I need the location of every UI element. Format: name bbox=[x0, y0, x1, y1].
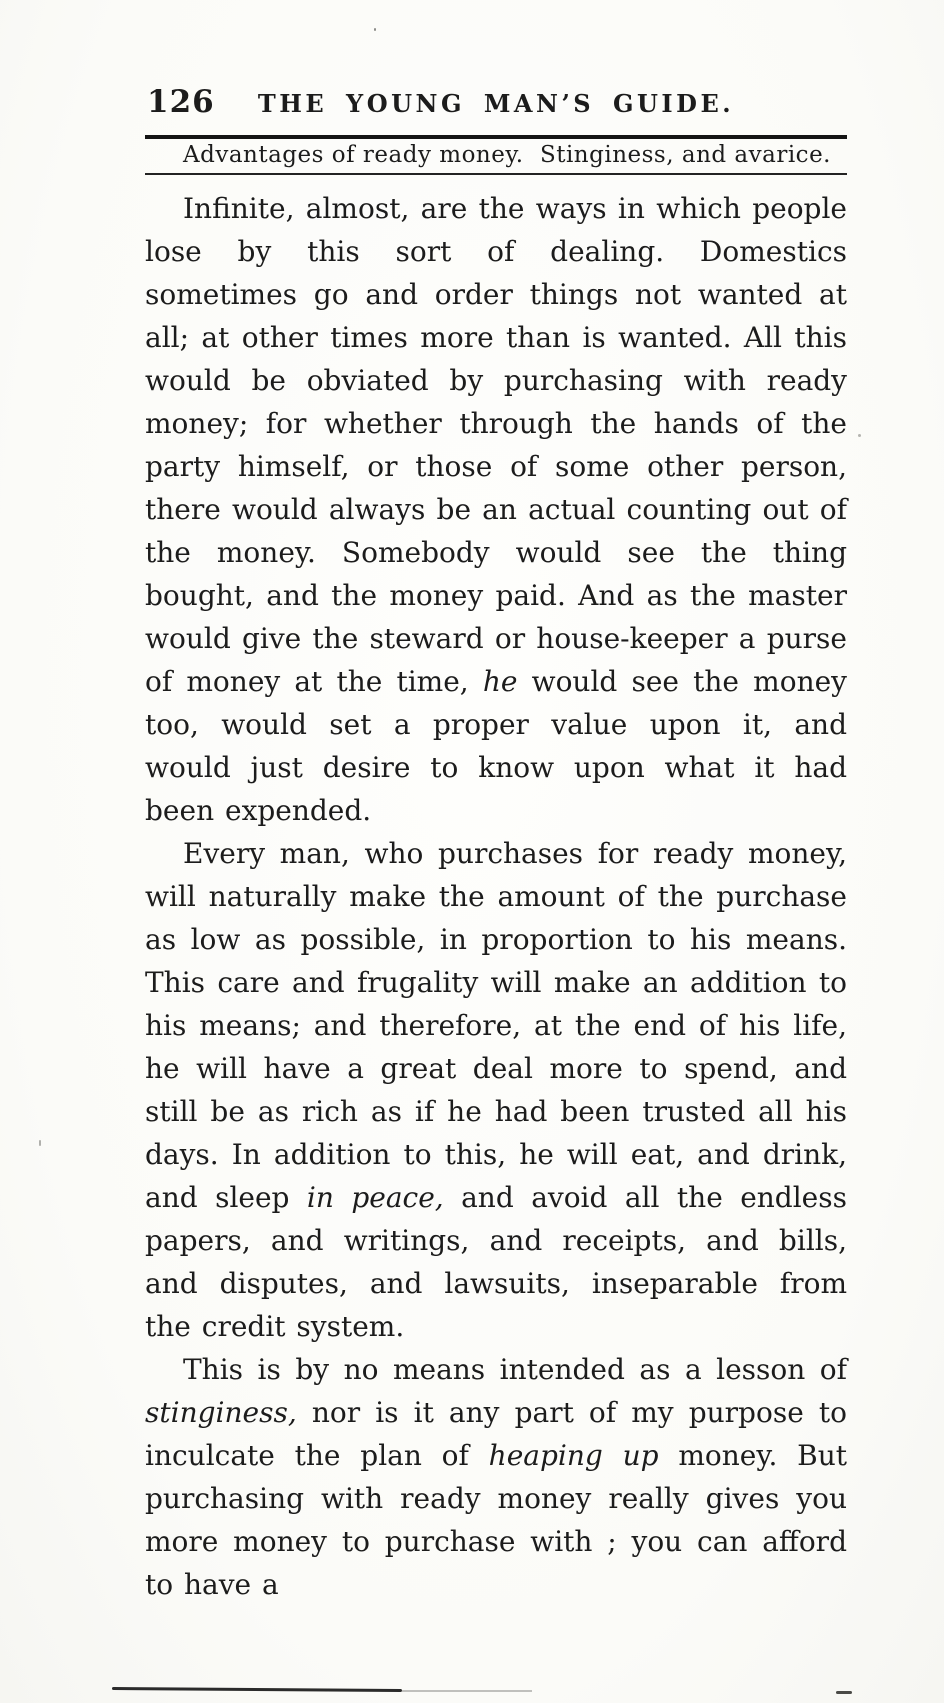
running-head-right: Stinginess, and avarice. bbox=[539, 142, 831, 168]
italic-segment: in peace, bbox=[306, 1181, 444, 1214]
scan-artifact-line bbox=[402, 1690, 532, 1692]
paragraph-3 bbox=[145, 1348, 847, 1606]
page-content bbox=[145, 82, 847, 1606]
text-segment: would see the money too, would set a proper value upon it, and would just desire to know upon what it had been expended. bbox=[145, 665, 847, 827]
text-segment: nor is it any part of my purpose to inculcate the plan of bbox=[145, 1396, 847, 1472]
body-text bbox=[145, 187, 847, 1606]
paragraph-1 bbox=[145, 187, 847, 832]
page-header bbox=[145, 82, 847, 126]
italic-segment: he bbox=[482, 665, 518, 698]
running-head bbox=[145, 135, 847, 175]
page-number: 126 bbox=[147, 84, 215, 120]
text-segment: Infinite, almost, are the ways in which people lose by this sort of dealing. Domestics sometimes go and order things not wanted at all; at other times more than is wanted. All this would be obviated by purchasing with ready money; for whether through the hands of the party himself, or those of some other person, there would always be an actual counting out of the money. Somebody would see the thing bought, and the money paid. And as the master would give the steward or house-keeper a purse of money at the time, bbox=[145, 192, 847, 698]
text-segment: money. But purchasing with ready money really gives you more money to purchase with ; you can afford to have a bbox=[145, 1439, 847, 1601]
paragraph-2 bbox=[145, 832, 847, 1348]
book-title: THE YOUNG MAN’S GUIDE. bbox=[257, 89, 735, 118]
scan-artifact-line bbox=[112, 1687, 402, 1692]
italic-segment: heaping up bbox=[488, 1439, 659, 1472]
scan-speck bbox=[858, 434, 861, 437]
italic-segment: stinginess, bbox=[145, 1396, 297, 1429]
scan-speck bbox=[39, 1140, 41, 1146]
text-segment: This is by no means intended as a lesson of bbox=[183, 1353, 847, 1386]
scan-speck bbox=[374, 28, 376, 31]
scan-artifact-mark bbox=[836, 1691, 852, 1694]
running-head-left: Advantages of ready money. bbox=[183, 142, 524, 168]
text-segment: and avoid all the endless papers, and writings, and receipts, and bills, and disputes, and lawsuits, inseparable from the credit system. bbox=[145, 1181, 847, 1343]
text-segment: Every man, who purchases for ready money, will naturally make the amount of the purchase as low as possible, in proportion to his means. This care and frugality will make an addition to his means; and therefore, at the end of his life, he will have a great deal more to spend, and still be as rich as if he had been trusted all his days. In addition to this, he will eat, and drink, and sleep bbox=[145, 837, 847, 1214]
